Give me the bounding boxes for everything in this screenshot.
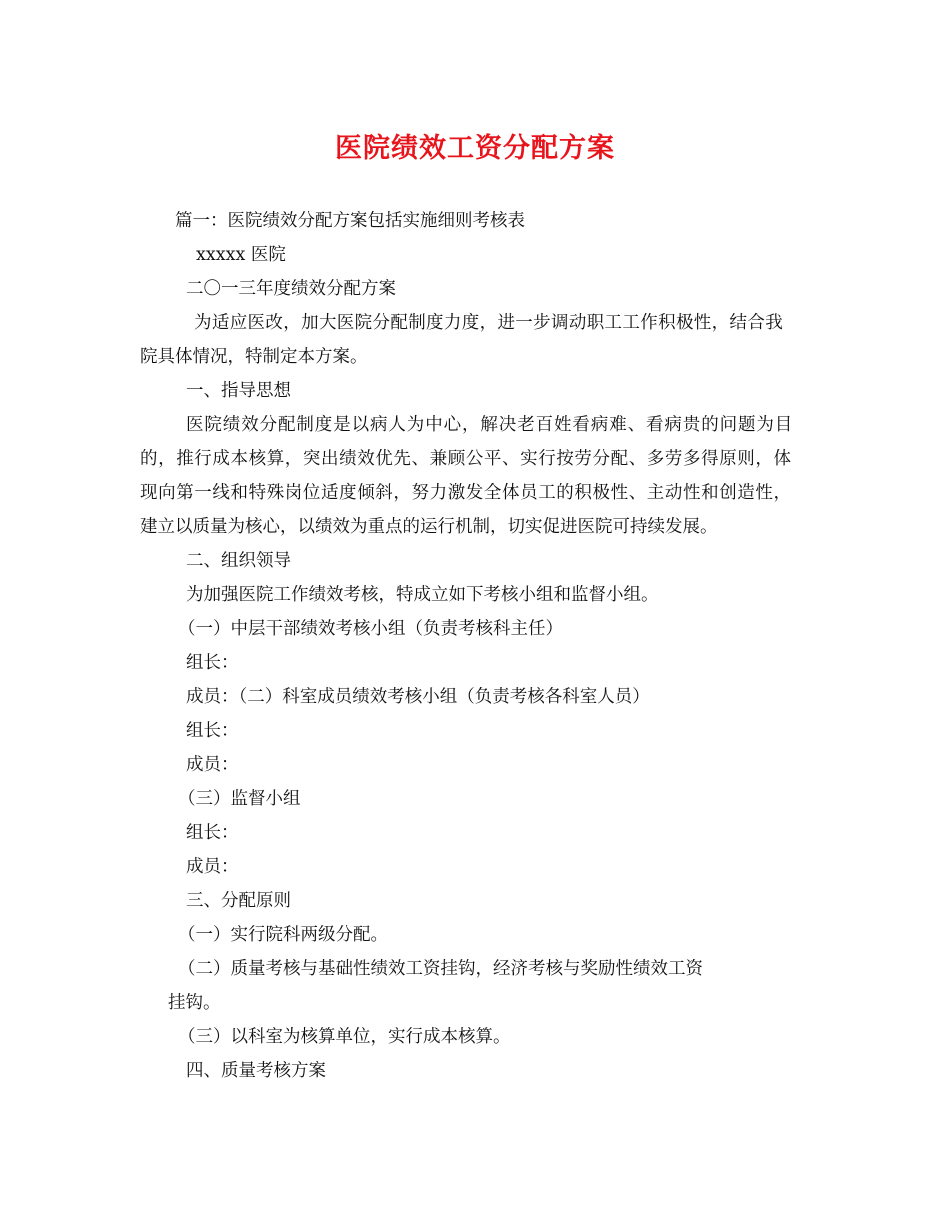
paragraph-guiding-line-4: 建立以质量为核心，以绩效为重点的运行机制，切实促进医院可持续发展。 — [140, 517, 718, 537]
principle-two-line-2: 挂钩。 — [168, 993, 221, 1013]
paragraph-guiding-line-1: 医院绩效分配制度是以病人为中心，解决老百姓看病难、看病贵的问题为目 — [186, 415, 794, 435]
group-three-title: （三）监督小组 — [178, 789, 301, 809]
heading-guiding-principle: 一、指导思想 — [186, 381, 291, 401]
plan-year-title: 二〇一三年度绩效分配方案 — [186, 279, 396, 299]
group-two-leader: 组长： — [186, 721, 239, 741]
heading-organization: 二、组织领导 — [186, 551, 291, 571]
section-heading-part-one: 篇一：医院绩效分配方案包括实施细则考核表 — [175, 211, 525, 231]
paragraph-organization: 为加强医院工作绩效考核，特成立如下考核小组和监督小组。 — [186, 585, 659, 605]
hospital-name: xxxxx 医院 — [196, 245, 286, 265]
group-three-members: 成员： — [186, 857, 239, 877]
group-two-members: 成员： — [186, 755, 239, 775]
heading-quality-assessment: 四、质量考核方案 — [186, 1061, 326, 1081]
paragraph-guiding-line-2: 的，推行成本核算，突出绩效优先、兼顾公平、实行按劳分配、多劳多得原则，体 — [140, 449, 792, 469]
group-one-leader: 组长： — [186, 653, 239, 673]
document-title: 医院绩效工资分配方案 — [335, 133, 615, 164]
principle-three: （三）以科室为核算单位，实行成本核算。 — [178, 1027, 511, 1047]
paragraph-intro-line-1: 为适应医改，加大医院分配制度力度，进一步调动职工工作积极性，结合我 — [194, 313, 784, 333]
principle-one: （一）实行院科两级分配。 — [178, 925, 388, 945]
group-one-members-group-two-title: 成员：（二）科室成员绩效考核小组（负责考核各科室人员） — [186, 687, 650, 707]
paragraph-guiding-line-3: 现向第一线和特殊岗位适度倾斜，努力激发全体员工的积极性、主动性和创造性， — [140, 483, 792, 503]
paragraph-intro-line-2: 院具体情况，特制定本方案。 — [140, 347, 368, 367]
principle-two-line-1: （二）质量考核与基础性绩效工资挂钩，经济考核与奖励性绩效工资 — [178, 959, 703, 979]
group-three-leader: 组长： — [186, 823, 239, 843]
group-one-title: （一）中层干部绩效考核小组（负责考核科主任） — [178, 619, 563, 639]
heading-distribution-principles: 三、分配原则 — [186, 891, 291, 911]
